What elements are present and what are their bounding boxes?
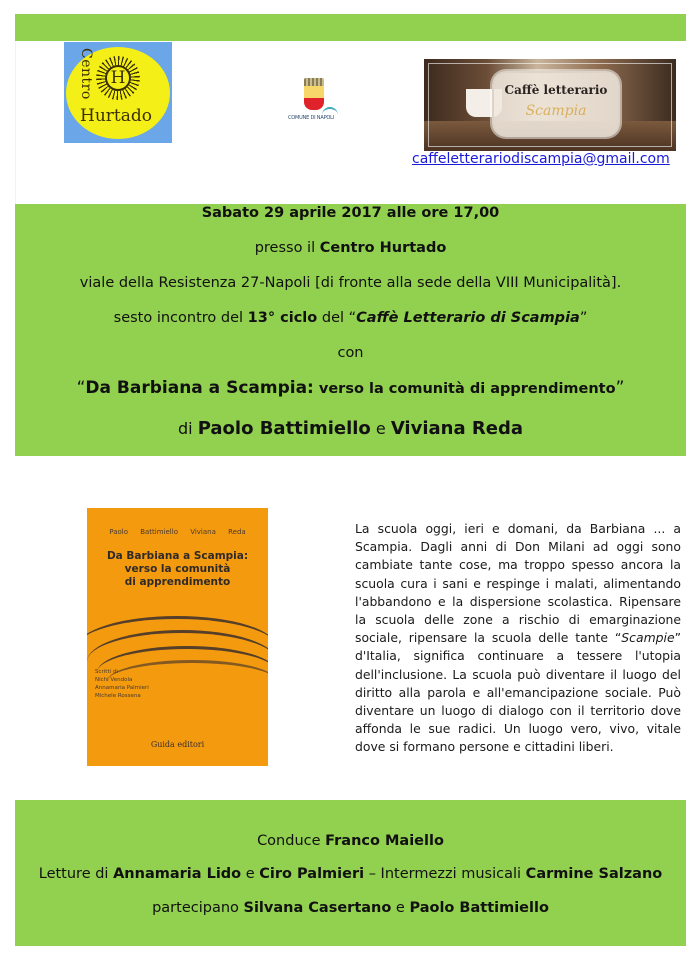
cycle-suffix: ”	[579, 310, 588, 326]
book-cover	[87, 508, 268, 766]
contributor: Annamaria Palmieri	[95, 685, 149, 691]
by-prefix: di	[178, 419, 198, 438]
event-book-title	[15, 378, 686, 398]
cover-contributors	[95, 668, 149, 700]
event-venue	[15, 240, 686, 256]
reader-1: Annamaria Lido	[113, 866, 242, 882]
musician: Carmine Salzano	[525, 866, 663, 882]
banner-title: Caffè letterario	[504, 83, 608, 97]
event-authors	[15, 418, 686, 439]
description-text: ” d'Italia, significa continuare a tessere l'utopia dell'inclusione. La scuola può diventare il luogo del diritto alla parola e all'emancipazione sociale. Può diventare un luogo di dialogo con il territorio dove affonda le sue radici. Un luogo vero, vivo, vitale dove si formano persone e cittadini liberi.	[355, 630, 681, 755]
book-description	[355, 520, 681, 757]
cover-title-line: verso la comunità	[124, 563, 231, 575]
logo-text-hurtado: Hurtado	[80, 106, 152, 126]
close-quote: ”	[615, 378, 625, 398]
venue-prefix: presso il	[254, 240, 320, 256]
book-title-main: Da Barbiana a Scampia:	[85, 378, 314, 398]
description-text: La scuola oggi, ieri e domani, da Barbiana ... a Scampia. Dagli anni di Don Milani ad oggi sono cambiate tante cose, ma troppo spesso ancora la scuola cura i sani e respinge i malati, alimentando l'abbandono e la dispersione scolastica. Ripensare la scuola delle zone a rischio di emarginazione sociale, ripensare la scuola delle tante “	[355, 521, 681, 646]
reader-2: Ciro Palmieri	[259, 866, 365, 882]
logo-letter: H	[105, 65, 131, 91]
crown-icon	[304, 78, 324, 86]
readings-and: e	[241, 866, 260, 882]
cover-authors: Paolo Battimiello Viviana Reda	[109, 528, 246, 536]
contributor: Michele Rossena	[95, 693, 141, 699]
cover-publisher: Guida editori	[150, 740, 205, 749]
email-link[interactable]: caffeletterariodiscampia@gmail.com	[412, 151, 670, 167]
credits-host	[15, 833, 686, 849]
credits-participants	[15, 900, 686, 916]
top-green-band	[15, 14, 686, 41]
contributor: Nichi Vendola	[95, 677, 133, 683]
event-date: Sabato 29 aprile 2017 alle ore 17,00	[201, 205, 500, 221]
caffe-letterario-banner	[424, 59, 676, 151]
participant-1: Silvana Casertano	[243, 900, 392, 916]
cycle-name: Caffè Letterario di Scampia	[356, 310, 580, 326]
author-2: Viviana Reda	[390, 418, 523, 439]
cover-title	[87, 550, 268, 589]
cover-title-line: di apprendimento	[124, 576, 231, 588]
readings-prefix: Letture di	[38, 866, 114, 882]
centro-hurtado-logo	[64, 42, 172, 143]
host-prefix: Conduce	[257, 833, 326, 849]
book-title-sub: verso la comunità di apprendimento	[313, 381, 616, 397]
participants-and: e	[391, 900, 410, 916]
event-cycle	[15, 310, 686, 326]
author-1: Paolo Battimiello	[197, 418, 371, 439]
logo-text-centro: Centro	[78, 48, 94, 100]
participant-2: Paolo Battimiello	[409, 900, 549, 916]
banner-script: Scampia	[525, 103, 587, 119]
comune-label: COMUNE DI NAPOLI	[288, 115, 334, 121]
music-prefix: – Intermezzi musicali	[364, 866, 526, 882]
cycle-mid: del “	[317, 310, 357, 326]
author-and: e	[370, 419, 391, 438]
host-name: Franco Maiello	[325, 833, 444, 849]
description-italic: Scampie	[621, 630, 675, 646]
venue-name: Centro Hurtado	[319, 240, 447, 256]
banner-plaque	[492, 71, 620, 137]
sun-icon	[96, 56, 140, 100]
open-quote: “	[76, 378, 86, 398]
contributors-label: Scritti di	[95, 669, 118, 675]
participants-prefix: partecipano	[152, 900, 244, 916]
comune-di-napoli-logo	[288, 76, 344, 126]
event-address: viale della Resistenza 27-Napoli [di fronte alla sede della VIII Municipalità].	[79, 275, 622, 291]
cycle-number: 13° ciclo	[247, 310, 318, 326]
cover-title-line: Da Barbiana a Scampia:	[106, 550, 249, 562]
credits-readings	[15, 866, 686, 882]
cycle-prefix: sesto incontro del	[113, 310, 248, 326]
shield-icon	[304, 86, 324, 110]
event-con: con	[337, 345, 364, 361]
